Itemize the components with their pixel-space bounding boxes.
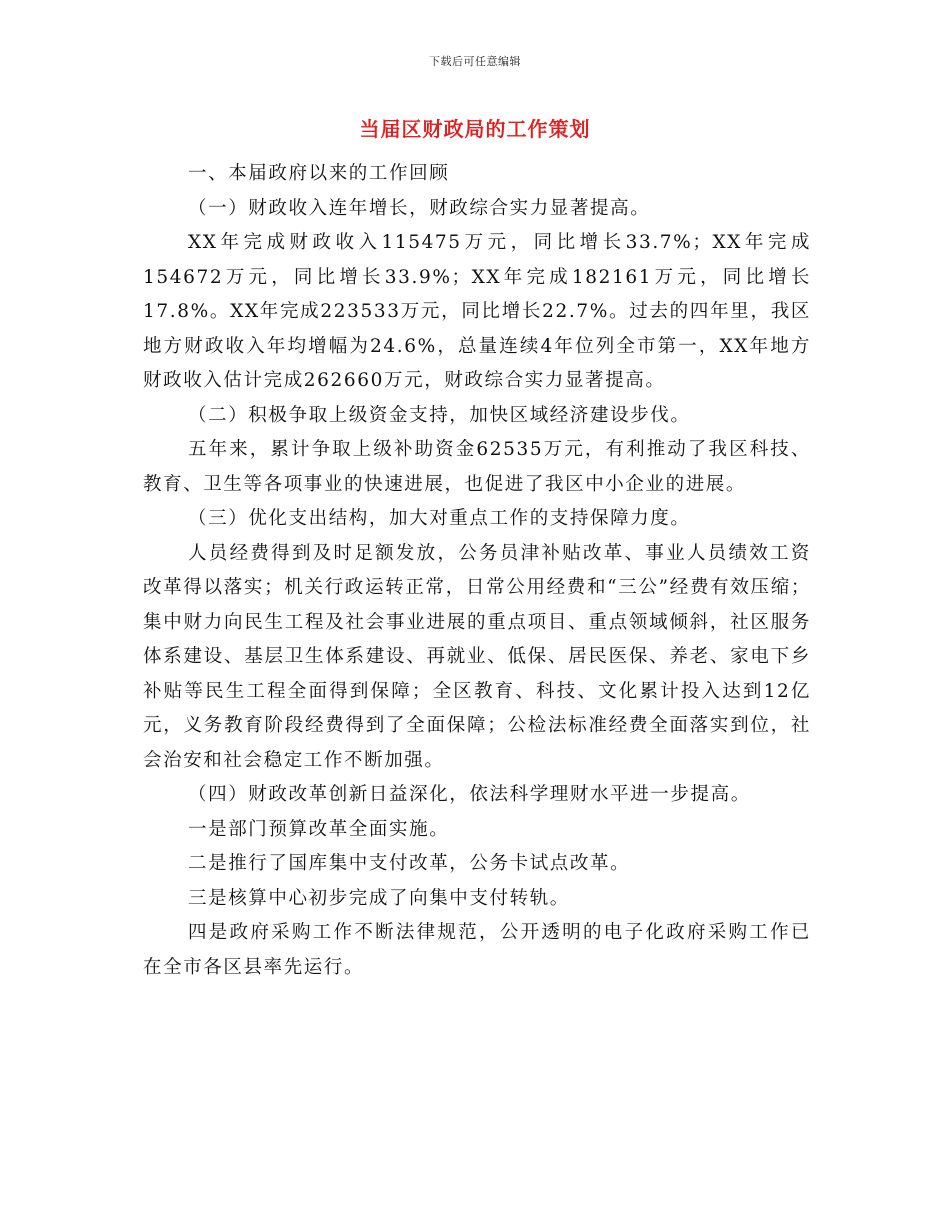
list-item: 四是政府采购工作不断法律规范，公开透明的电子化政府采购工作已在全市各区县率先运行。 xyxy=(143,922,811,978)
document-title: 当届区财政局的工作策划 xyxy=(359,117,591,141)
list-item: 三是核算中心初步完成了向集中支付转轨。 xyxy=(188,887,570,909)
subsection-heading: （三）优化支出结构，加大对重点工作的支持保障力度。 xyxy=(188,508,691,529)
body-paragraph: 五年来，累计争取上级补助资金62535万元，有利推动了我区科技、教育、卫生等各项事业的快速进展，也促进了我区中小企业的进展。 xyxy=(143,439,811,495)
body-paragraph: XX年完成财政收入115475万元，同比增长33.7%；XX年完成154672万元，同比增长33.9%；XX年完成182161万元，同比增长17.8%。XX年完成223533万元，同比增长22.7%。过去的四年里，我区地方财政收入年均增幅为24.6%，总量连续4年位列全市第一，XX年地方财政收入估计完成262660万元，财政综合实力显著提高。 xyxy=(143,232,811,391)
section-heading: 一、本届政府以来的工作回顾 xyxy=(188,163,450,184)
document-body xyxy=(143,157,811,985)
body-paragraph: 人员经费得到及时足额发放，公务员津补贴改革、事业人员绩效工资改革得以落实；机关行政运转正常，日常公用经费和“三公”经费有效压缩；集中财力向民生工程及社会事业进展的重点项目、重点领域倾斜，社区服务体系建设、基层卫生体系建设、再就业、低保、居民医保、养老、家电下乡补贴等民生工程全面得到保障；全区教育、科技、文化累计投入达到12亿元，义务教育阶段经费得到了全面保障；公检法标准经费全面落实到位，社会治安和社会稳定工作不断加强。 xyxy=(143,542,811,771)
header-note: 下载后可任意编辑 xyxy=(429,55,521,68)
subsection-heading: （二）积极争取上级资金支持，加快区域经济建设步伐。 xyxy=(188,404,691,426)
subsection-heading: （一）财政收入连年增长，财政综合实力显著提高。 xyxy=(188,197,651,219)
subsection-heading: （四）财政改革创新日益深化，依法科学理财水平进一步提高。 xyxy=(188,784,751,805)
list-item: 一是部门预算改革全面实施。 xyxy=(188,818,450,840)
list-item: 二是推行了国库集中支付改革，公务卡试点改革。 xyxy=(188,853,631,874)
